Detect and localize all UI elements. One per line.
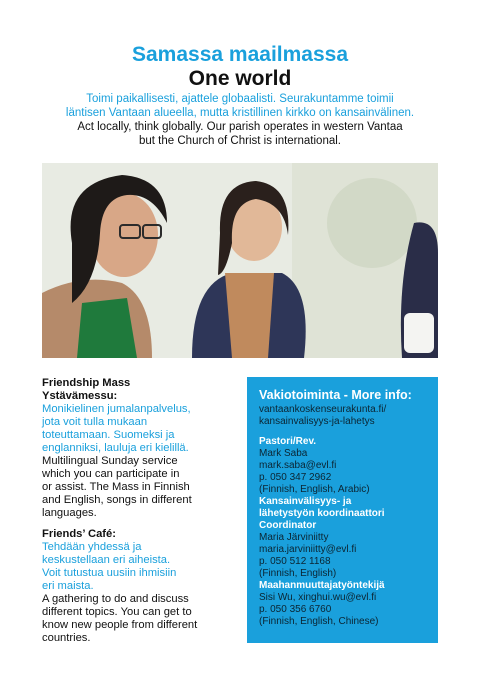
text-line: and English, songs in different	[42, 494, 192, 506]
intro-finnish	[0, 92, 480, 120]
contact-coordinator	[259, 496, 429, 580]
text-line: Monikielinen jumalanpalvelus,	[42, 403, 191, 415]
text-line: languages.	[42, 507, 97, 519]
contact-name: Maria Järviniitty	[259, 532, 329, 543]
heading-line: Friendship Mass	[42, 377, 131, 389]
contact-phone[interactable]: p. 050 512 1168	[259, 556, 331, 567]
website-link[interactable]	[259, 404, 429, 428]
text-line: different topics. You can get to	[42, 606, 192, 618]
contact-email[interactable]: maria.jarviniitty@evl.fi	[259, 544, 357, 555]
text-line: which you can participate in	[42, 468, 180, 480]
more-info-title: Vakiotoiminta - More info:	[259, 388, 412, 402]
text-line: keskustellaan eri aiheista.	[42, 554, 171, 566]
text-line: A gathering to do and discuss	[42, 593, 189, 605]
intro-english	[0, 120, 480, 148]
page-title-finnish: Samassa maailmassa	[132, 43, 348, 66]
contact-languages: (Finnish, English)	[259, 568, 337, 579]
contact-name: Mark Saba	[259, 448, 308, 459]
friends-cafe-heading: Friends’ Café:	[42, 528, 116, 540]
intro-english-line: Act locally, think globally. Our parish operates in western Vantaa	[77, 121, 403, 133]
contact-pastor	[259, 436, 429, 496]
friendship-mass-text-english	[42, 455, 234, 520]
contact-role: lähetystyön koordinaattori	[259, 508, 385, 519]
intro-finnish-line: läntisen Vantaan alueella, mutta kristillinen kirkko on kansainvälinen.	[65, 107, 415, 119]
contact-phone[interactable]: p. 050 356 6760	[259, 604, 332, 615]
contact-name-email[interactable]: Sisi Wu, xinghui.wu@evl.fi	[259, 592, 377, 603]
friendship-mass-heading	[42, 377, 234, 403]
text-line: or assist. The Mass in Finnish	[42, 481, 190, 493]
contact-role: Kansainvälisyys- ja	[259, 496, 352, 507]
friends-cafe-text-finnish	[42, 541, 234, 593]
heading-line: Ystävämessu:	[42, 390, 118, 402]
contact-role: Maahanmuuttajatyöntekijä	[259, 580, 385, 591]
contact-languages: (Finnish, English, Arabic)	[259, 484, 370, 495]
friends-cafe-text-english	[42, 593, 234, 645]
friendship-mass-text-finnish	[42, 403, 234, 455]
text-line: know new people from different	[42, 619, 198, 631]
photo-illustration	[42, 163, 438, 358]
header	[0, 43, 480, 148]
photo-two-women	[42, 163, 438, 358]
text-line: englanniksi, lauluja eri kielillä.	[42, 442, 189, 454]
activities-column	[42, 377, 234, 645]
more-info-box	[247, 377, 438, 643]
contact-role: Pastori/Rev.	[259, 436, 317, 447]
text-line: Voit tutustua uusiin ihmisiin	[42, 567, 177, 579]
contact-immigrant-worker	[259, 580, 429, 628]
text-line: Tehdään yhdessä ja	[42, 541, 142, 553]
intro-english-line: but the Church of Christ is international.	[139, 135, 341, 147]
text-line: eri maista.	[42, 580, 94, 592]
text-line: toteuttamaan. Suomeksi ja	[42, 429, 175, 441]
contact-role: Coordinator	[259, 520, 317, 531]
intro-finnish-line: Toimi paikallisesti, ajattele globaalisti. Seurakuntamme toimii	[86, 93, 394, 105]
text-line: jota voit tulla mukaan	[42, 416, 148, 428]
link-line: kansainvalisyys-ja-lahetys	[259, 416, 375, 427]
contact-email[interactable]: mark.saba@evl.fi	[259, 460, 337, 471]
link-line: vantaankoskenseurakunta.fi/	[259, 404, 387, 415]
page-title-english: One world	[188, 67, 292, 90]
contact-phone[interactable]: p. 050 347 2962	[259, 472, 332, 483]
contact-languages: (Finnish, English, Chinese)	[259, 616, 379, 627]
text-line: countries.	[42, 632, 91, 644]
text-line: Multilingual Sunday service	[42, 455, 178, 467]
